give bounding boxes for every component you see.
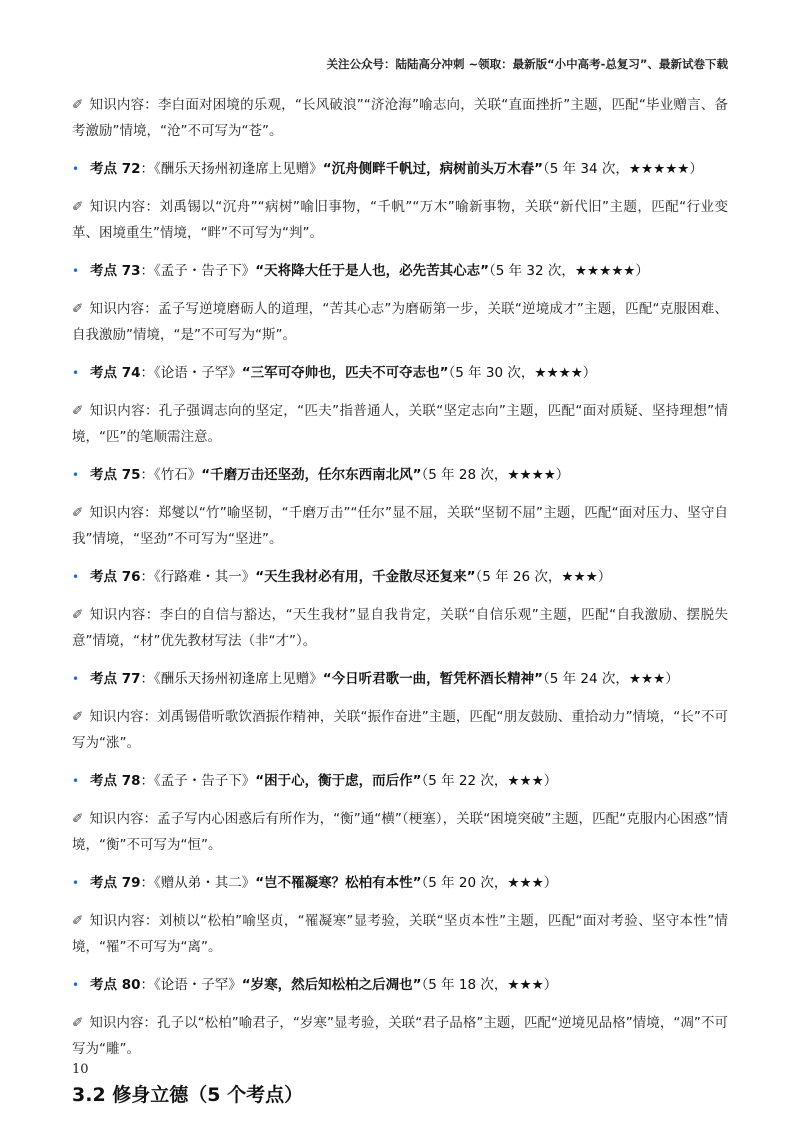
exam-point-frequency: （5 年 24 次，★★★） bbox=[543, 671, 679, 687]
bullet-icon: • bbox=[72, 264, 80, 278]
exam-point-label: 考点 75 bbox=[90, 467, 141, 483]
section-title: 3.2 修身立德（5 个考点） bbox=[72, 1084, 304, 1106]
exam-point-frequency: （5 年 22 次，★★★） bbox=[421, 773, 558, 789]
knowledge-note: ✐ 知识内容：李白的自信与豁达，“天生我材”显自我肯定，关联“自信乐观”主题，匹配“自我激励、摆脱失意”情境，“材”优先教材写法（非“才”）。 bbox=[72, 607, 728, 649]
knowledge-note: ✐ 知识内容：刘桢以“松柏”喻坚贞，“罹凝寒”显考验，关联“坚贞本性”主题，匹配“面对考验、坚守本性”情境，“罹”不可写为“离”。 bbox=[72, 913, 728, 955]
knowledge-note: ✐ 知识内容：孟子写逆境磨砺人的道理，“苦其心志”为磨砺第一步，关联“逆境成才”主题，匹配“克服困难、自我激励”情境，“是”不可写为“斯”。 bbox=[72, 301, 728, 343]
exam-point-source: ：《赠从弟・其二》 bbox=[140, 875, 256, 891]
page-header: 关注公众号：陆陆高分冲刺 ~领取：最新版“小中高考-总复习”、最新试卷下载 bbox=[326, 57, 728, 71]
exam-point-frequency: （5 年 20 次，★★★） bbox=[421, 875, 558, 891]
exam-point-source: ：《孟子・告子下》 bbox=[140, 263, 256, 279]
pen-icon: ✐ bbox=[72, 709, 84, 725]
exam-point-label: 考点 72 bbox=[90, 161, 141, 177]
exam-point-source: ：《酬乐天扬州初逢席上见赠》 bbox=[140, 671, 323, 687]
exam-point-list bbox=[72, 156, 728, 1062]
bullet-icon: • bbox=[72, 162, 80, 176]
exam-point bbox=[72, 564, 728, 590]
exam-point-frequency: （5 年 32 次，★★★★★） bbox=[489, 263, 649, 279]
exam-point-quote: “沉舟侧畔千帆过，病树前头万木春” bbox=[322, 161, 543, 177]
knowledge-note: ✐ 知识内容：孔子以“松柏”喻君子，“岁寒”显考验，关联“君子品格”主题，匹配“逆境见品格”情境，“凋”不可写为“雕”。 bbox=[72, 1015, 728, 1057]
exam-point-label: 考点 78 bbox=[90, 773, 141, 789]
exam-point bbox=[72, 768, 728, 794]
knowledge-note: ✐ 知识内容：孟子写内心困惑后有所作为，“衡”通“横”（梗塞），关联“困境突破”主题，匹配“克服内心困惑”情境，“衡”不可写为“恒”。 bbox=[72, 811, 728, 853]
exam-point-quote: “三军可夺帅也，匹夫不可夺志也” bbox=[241, 365, 449, 381]
knowledge-note: ✐ 知识内容：李白面对困境的乐观，“长风破浪”“济沧海”喻志向，关联“直面挫折”主题，匹配“毕业赠言、备考激励”情境，“沧”不可写为“苍”。 bbox=[72, 97, 728, 139]
exam-point-quote: “今日听君歌一曲，暂凭杯酒长精神” bbox=[322, 671, 543, 687]
exam-point-quote: “千磨万击还坚劲，任尔东西南北风” bbox=[201, 467, 422, 483]
bullet-icon: • bbox=[72, 774, 80, 788]
exam-point-label: 考点 80 bbox=[90, 977, 141, 993]
bullet-icon: • bbox=[72, 876, 80, 890]
bullet-icon: • bbox=[72, 366, 80, 380]
exam-point-frequency: （5 年 26 次，★★★） bbox=[475, 569, 612, 585]
exam-point-quote: “岂不罹凝寒？松柏有本性” bbox=[255, 875, 422, 891]
bullet-icon: • bbox=[72, 468, 80, 482]
pen-icon: ✐ bbox=[72, 199, 84, 215]
exam-point-quote: “天生我材必有用，千金散尽还复来” bbox=[255, 569, 476, 585]
pen-icon: ✐ bbox=[72, 607, 84, 623]
bullet-icon: • bbox=[72, 978, 80, 992]
exam-point-quote: “困于心，衡于虑，而后作” bbox=[255, 773, 422, 789]
page-content bbox=[72, 92, 728, 1107]
knowledge-note: ✐ 知识内容：孔子强调志向的坚定，“匹夫”指普通人，关联“坚定志向”主题，匹配“面对质疑、坚持理想”情境，“匹”的笔顺需注意。 bbox=[72, 403, 728, 445]
exam-point-label: 考点 77 bbox=[90, 671, 141, 687]
exam-point bbox=[72, 360, 728, 386]
exam-point bbox=[72, 156, 728, 182]
pen-icon: ✐ bbox=[72, 913, 84, 929]
bullet-icon: • bbox=[72, 570, 80, 584]
exam-point bbox=[72, 666, 728, 692]
knowledge-note: ✐ 知识内容：刘禹锡借听歌饮酒振作精神，关联“振作奋进”主题，匹配“朋友鼓励、重拾动力”情境，“长”不可写为“涨”。 bbox=[72, 709, 728, 751]
pen-icon: ✐ bbox=[72, 301, 84, 317]
pen-icon: ✐ bbox=[72, 505, 84, 521]
exam-point-quote: “岁寒，然后知松柏之后凋也” bbox=[241, 977, 422, 993]
exam-point-label: 考点 74 bbox=[90, 365, 141, 381]
pen-icon: ✐ bbox=[72, 811, 84, 827]
bullet-icon: • bbox=[72, 672, 80, 686]
pen-icon: ✐ bbox=[72, 97, 84, 113]
exam-point-source: ：《酬乐天扬州初逢席上见赠》 bbox=[140, 161, 323, 177]
exam-point-quote: “天将降大任于是人也，必先苦其心志” bbox=[255, 263, 489, 279]
exam-point-source: ：《孟子・告子下》 bbox=[140, 773, 256, 789]
exam-point-frequency: （5 年 28 次，★★★★） bbox=[421, 467, 570, 483]
pen-icon: ✐ bbox=[72, 403, 84, 419]
exam-point bbox=[72, 870, 728, 896]
pen-icon: ✐ bbox=[72, 1015, 84, 1031]
exam-point-source: ：《论语・子罕》 bbox=[140, 365, 242, 381]
exam-point bbox=[72, 972, 728, 998]
page-number: 10 bbox=[72, 1062, 89, 1077]
exam-point bbox=[72, 462, 728, 488]
exam-point-source: ：《论语・子罕》 bbox=[140, 977, 242, 993]
knowledge-note: ✐ 知识内容：郑燮以“竹”喻坚韧，“千磨万击”“任尔”显不屈，关联“坚韧不屈”主题，匹配“面对压力、坚守自我”情境，“坚劲”不可写为“坚进”。 bbox=[72, 505, 728, 547]
exam-point-frequency: （5 年 18 次，★★★） bbox=[421, 977, 558, 993]
exam-point-frequency: （5 年 30 次，★★★★） bbox=[448, 365, 597, 381]
exam-point-label: 考点 73 bbox=[90, 263, 141, 279]
exam-point-source: ：《竹石》 bbox=[140, 467, 202, 483]
knowledge-note: ✐ 知识内容：刘禹锡以“沉舟”“病树”喻旧事物，“千帆”“万木”喻新事物，关联“新代旧”主题，匹配“行业变革、困境重生”情境，“畔”不可写为“判”。 bbox=[72, 199, 728, 241]
exam-point bbox=[72, 258, 728, 284]
exam-point-label: 考点 76 bbox=[90, 569, 141, 585]
exam-point-label: 考点 79 bbox=[90, 875, 141, 891]
exam-point-source: ：《行路难・其一》 bbox=[140, 569, 256, 585]
exam-point-frequency: （5 年 34 次，★★★★★） bbox=[543, 161, 703, 177]
